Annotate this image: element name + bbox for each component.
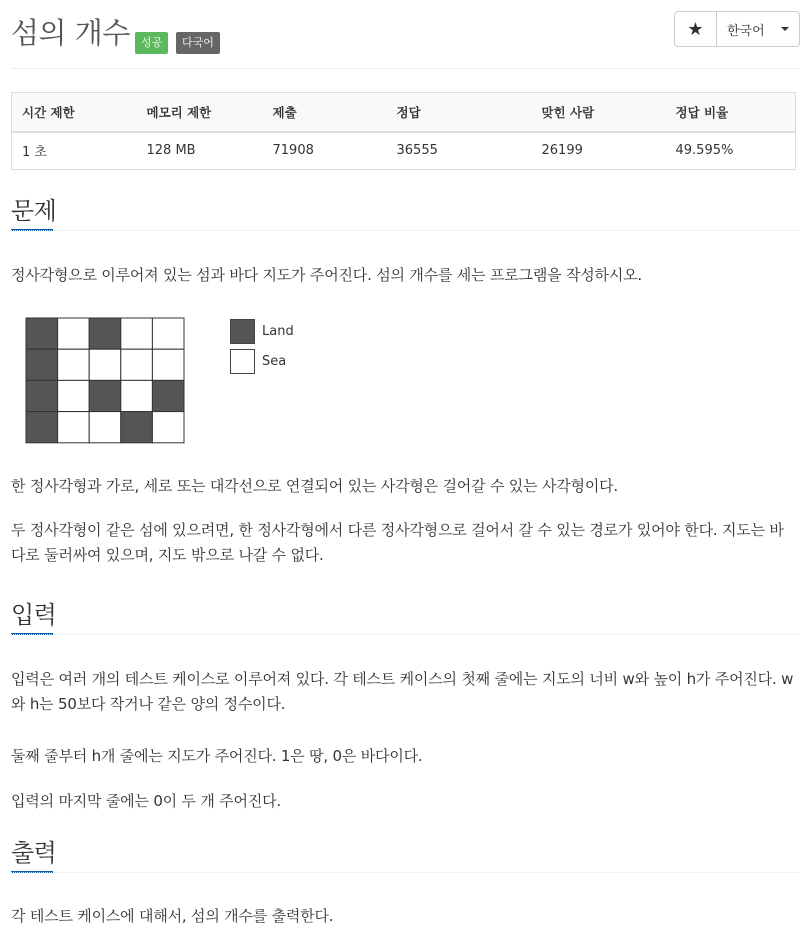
col-time-limit: 시간 제한 [12,93,137,132]
status-badge-success: 성공 [135,32,168,54]
problem-description-rules: 두 정사각형이 같은 섬에 있으려면, 한 정사각형에서 다른 정사각형으로 걸어서 갈 수 있는 경로가 있어야 한다. 지도는 바다로 둘러싸여 있으며, 지도 밖으로 나갈 수 없다. [11,521,784,564]
sea-cell [121,380,153,411]
col-accepted: 정답 [387,93,532,132]
problem-description-intro: 정사각형으로 이루어져 있는 섬과 바다 지도가 주어진다. 섬의 개수를 세는 프로그램을 작성하시오. [11,266,642,284]
output-description: 각 테스트 케이스에 대해서, 섬의 개수를 출력한다. [11,907,334,925]
section-title-input: 입력 [11,601,57,629]
section-divider [11,872,800,873]
land-swatch [230,319,255,344]
header-divider [11,68,800,69]
status-badge-multilang: 다국어 [176,32,220,54]
problem-actions [674,11,800,47]
star-icon[interactable]: ★ [675,12,717,46]
problem-header [11,8,800,52]
land-cell [26,380,58,411]
section-divider [11,634,800,635]
sea-cell [152,349,184,380]
sea-cell [121,318,153,349]
sea-cell [58,349,90,380]
legend-land-label: Land [262,324,294,339]
time-limit-value: 1 초 [22,145,47,161]
sea-cell [121,349,153,380]
col-solved-users: 맞힌 사람 [532,93,666,132]
land-cell [121,412,153,443]
problem-info-table [11,92,796,170]
table-header-row [12,93,796,132]
memory-limit-value: 128 MB [146,143,196,159]
land-cell [26,349,58,380]
language-dropdown[interactable] [717,12,799,46]
land-cell [26,412,58,443]
sea-cell [58,318,90,349]
problem-section-header [11,191,800,226]
sea-cell [58,412,90,443]
section-divider [11,230,800,231]
page-title: 섬의 개수 [11,16,130,50]
solved-users-value: 26199 [541,143,583,159]
land-cell [26,318,58,349]
accepted-value: 36555 [396,143,438,159]
land-cell [89,380,121,411]
input-description-3: 입력의 마지막 줄에는 0이 두 개 주어진다. [11,792,281,810]
col-accept-ratio: 정답 비율 [666,93,796,132]
sea-cell [89,412,121,443]
col-memory-limit: 메모리 제한 [137,93,263,132]
sea-cell [89,349,121,380]
island-map-figure [25,317,187,445]
section-title-output: 출력 [11,839,57,867]
problem-description-connectivity: 한 정사각형과 가로, 세로 또는 대각선으로 연결되어 있는 사각형은 걸어갈 수 있는 사각형이다. [11,477,618,495]
table-row [12,132,796,170]
accept-ratio-value: 49.595% [675,143,734,159]
map-grid [26,318,184,443]
sea-cell [152,412,184,443]
land-cell [89,318,121,349]
sea-cell [58,380,90,411]
input-description-2: 둘째 줄부터 h개 줄에는 지도가 주어진다. 1은 땅, 0은 바다이다. [11,747,423,765]
chevron-down-icon [781,27,789,31]
land-cell [152,380,184,411]
sea-swatch [230,349,255,374]
input-section-header [11,595,800,630]
col-submissions: 제출 [263,93,387,132]
input-description-1: 입력은 여러 개의 테스트 케이스로 이루어져 있다. 각 테스트 케이스의 첫째 줄에는 지도의 너비 w와 높이 h가 주어진다. w와 h는 50보다 작거나 같은 양의 정수이다. [11,670,794,713]
language-label: 한국어 [727,23,765,39]
output-section-header [11,833,800,868]
legend-sea-label: Sea [262,354,287,369]
section-title-problem: 문제 [11,197,57,225]
submissions-value: 71908 [272,143,314,159]
sea-cell [152,318,184,349]
